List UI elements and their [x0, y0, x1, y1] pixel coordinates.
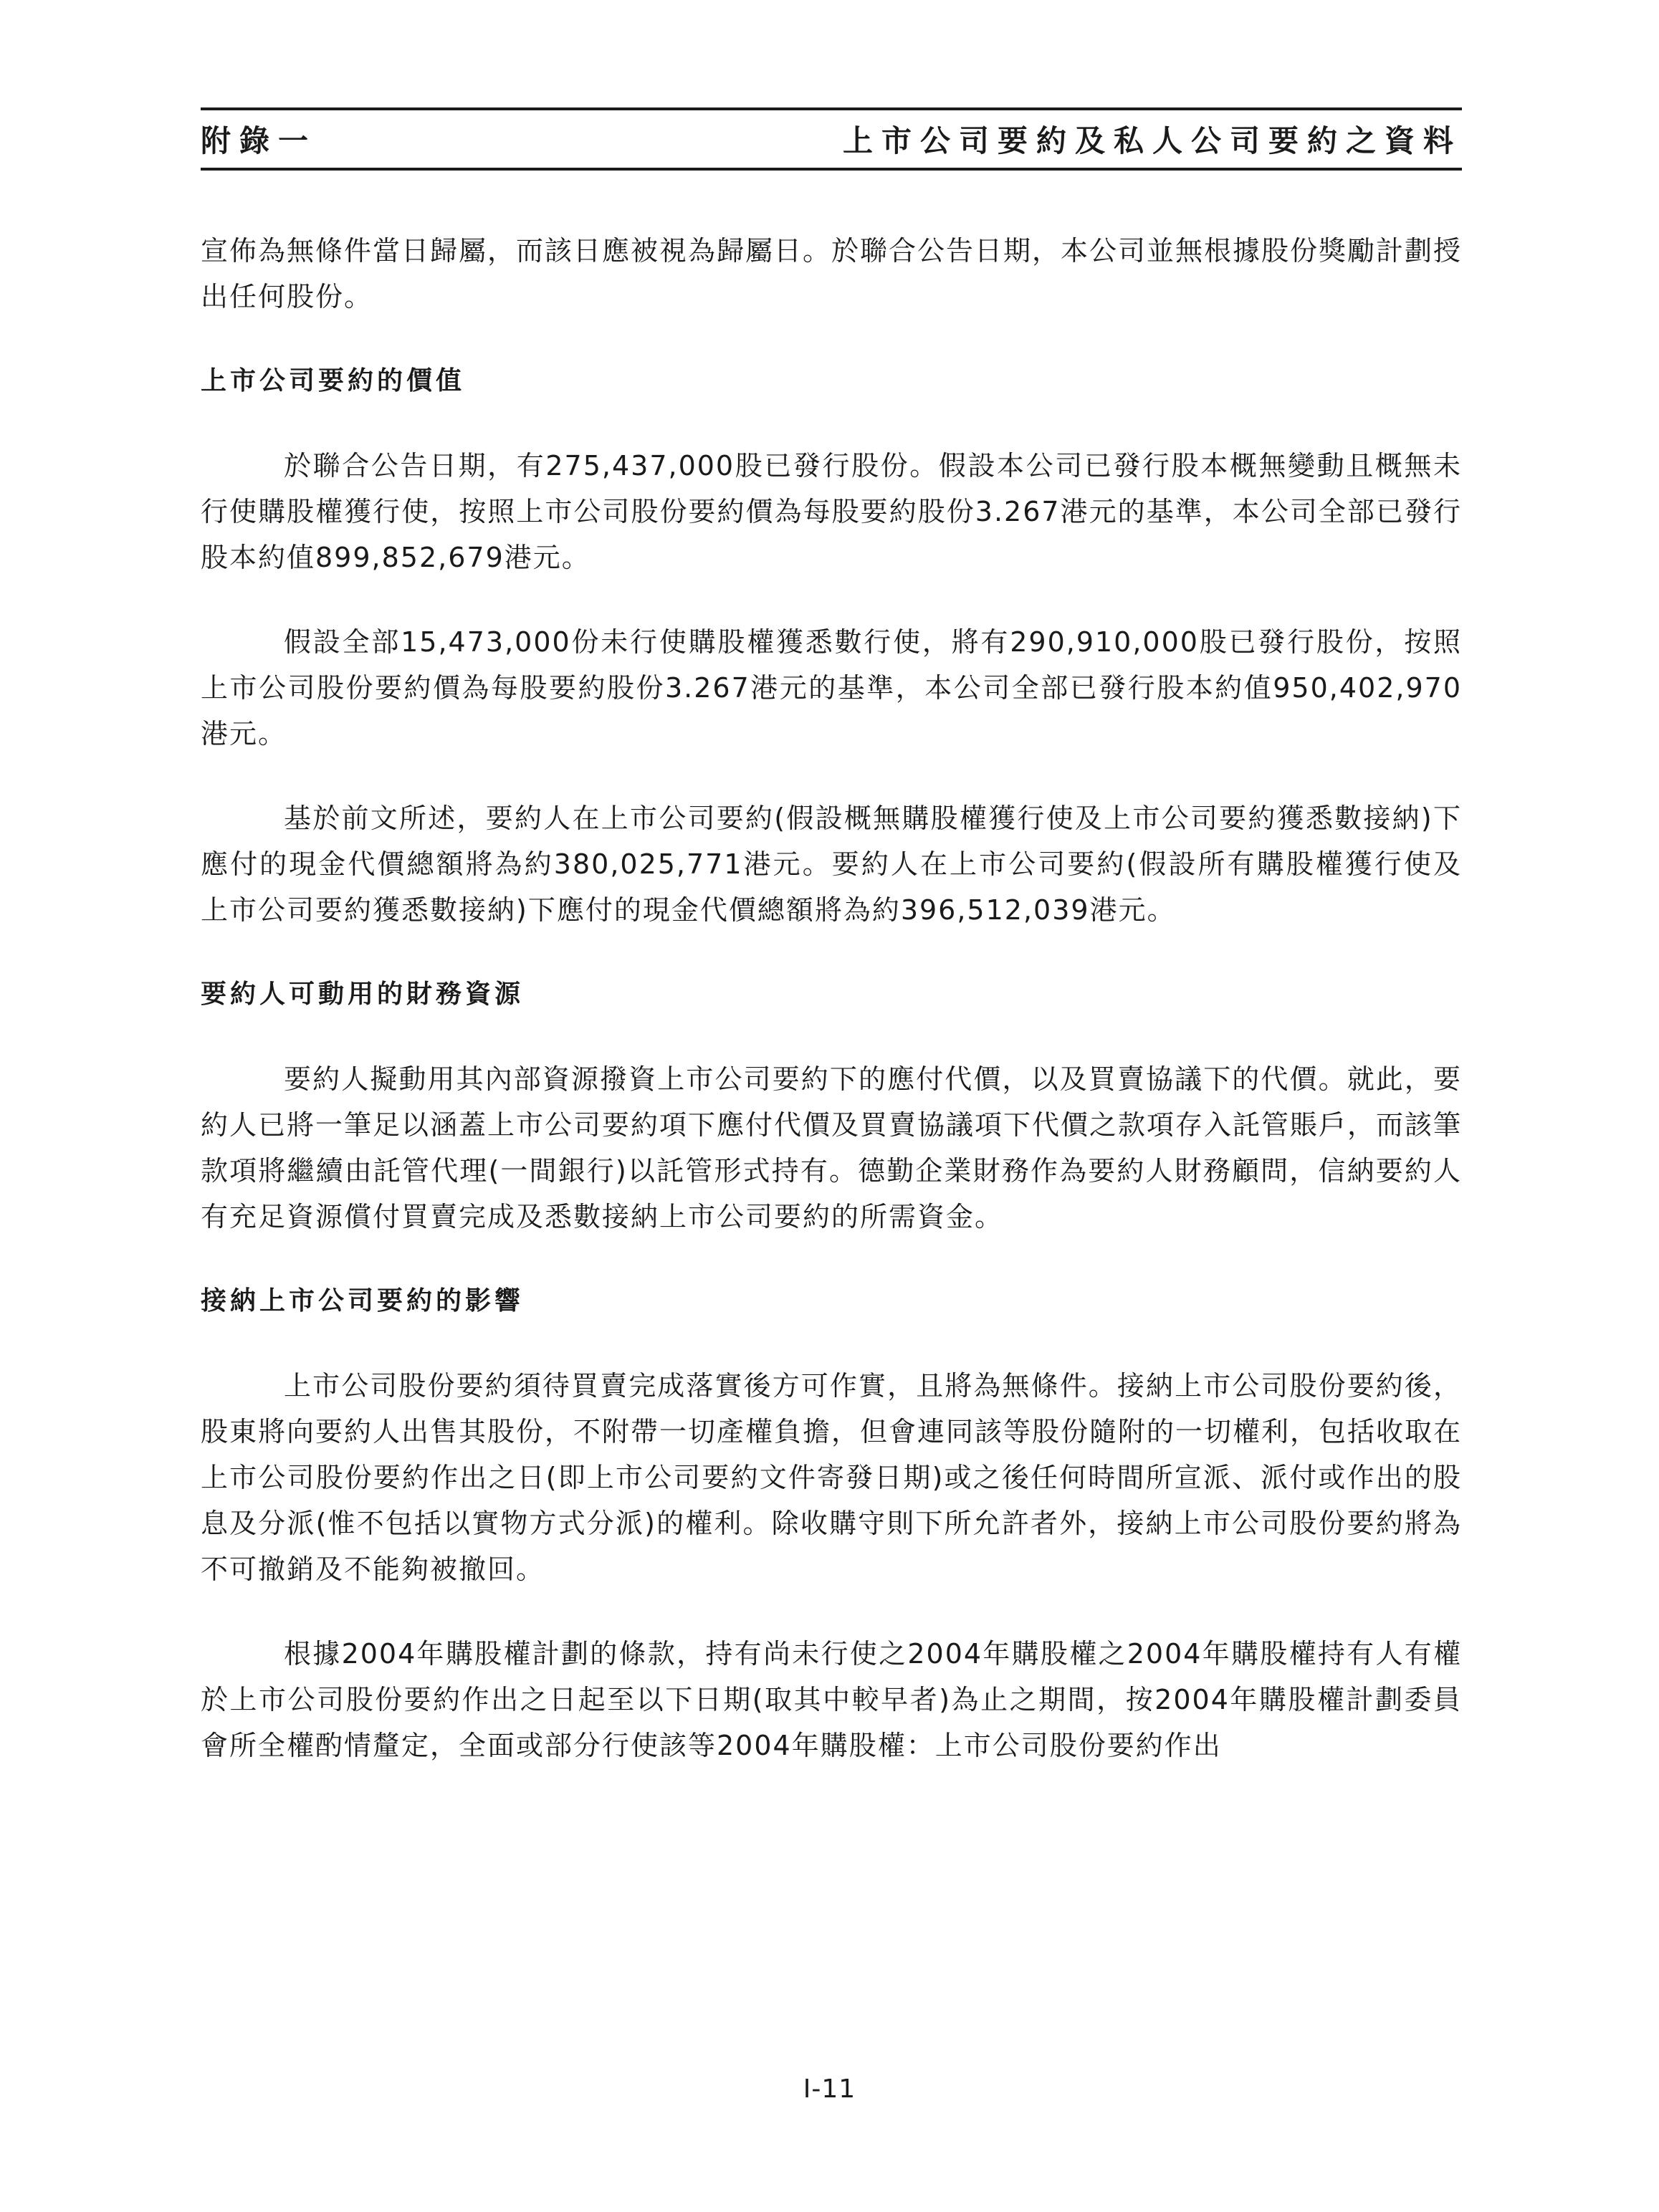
section-title: 上市公司要約及私人公司要約之資料	[842, 123, 1462, 158]
paragraph: 要約人擬動用其內部資源撥資上市公司要約下的應付代價，以及買賣協議下的代價。就此，要約人已將一筆足以涵蓋上市公司要約項下應付代價及買賣協議項下代價之款項存入託管賬戶，而該筆款項將繼續由託管代理(一間銀行)以託管形式持有。德勤企業財務作為要約人財務顧問，信納要約人有充足資源償付買賣完成及悉數接納上市公司要約的所需資金。	[201, 1063, 1463, 1232]
heading-financial-resources: 要約人可動用的財務資源	[201, 980, 525, 1009]
page-number: I-11	[803, 2074, 856, 2104]
paragraph: 上市公司股份要約須待買賣完成落實後方可作實，且將為無條件。接納上市公司股份要約後，股東將向要約人出售其股份，不附帶一切產權負擔，但會連同該等股份隨附的一切權利，包括收取在上市公司股份要約作出之日(即上市公司要約文件寄發日期)或之後任何時間所宣派、派付或作出的股息及分派(惟不包括以實物方式分派)的權利。除收購守則下所允許者外，接納上市公司股份要約將為不可撤銷及不能夠被撤回。	[201, 1370, 1463, 1585]
appendix-label: 附錄一	[201, 123, 317, 158]
document-body	[201, 228, 1462, 1768]
paragraph: 根據2004年購股權計劃的條款，持有尚未行使之2004年購股權之2004年購股權持有人有權於上市公司股份要約作出之日起至以下日期(取其中較早者)為止之期間，按2004年購股權計劃委員會所全權酌情釐定，全面或部分行使該等2004年購股權：上市公司股份要約作出	[201, 1638, 1462, 1761]
heading-offer-value: 上市公司要約的價值	[201, 366, 466, 396]
paragraph: 宣佈為無條件當日歸屬，而該日應被視為歸屬日。於聯合公告日期，本公司並無根據股份獎勵計劃授出任何股份。	[201, 235, 1463, 312]
document-page	[201, 107, 1462, 1768]
paragraph: 假設全部15,473,000份未行使購股權獲悉數行使，將有290,910,000股已發行股份，按照上市公司股份要約價為每股要約股份3.267港元的基準，本公司全部已發行股本約值950,402,970港元。	[201, 626, 1462, 750]
paragraph: 基於前文所述，要約人在上市公司要約(假設概無購股權獲行使及上市公司要約獲悉數接納)下應付的現金代價總額將為約380,025,771港元。要約人在上市公司要約(假設所有購股權獲行使及上市公司要約獲悉數接納)下應付的現金代價總額將為約396,512,039港元。	[201, 803, 1462, 926]
heading-acceptance-effect: 接納上市公司要約的影響	[201, 1286, 525, 1316]
paragraph: 於聯合公告日期，有275,437,000股已發行股份。假設本公司已發行股本概無變動且概無未行使購股權獲行使，按照上市公司股份要約價為每股要約股份3.267港元的基準，本公司全部已發行股本約值899,852,679港元。	[201, 450, 1462, 573]
page-header	[201, 107, 1462, 171]
